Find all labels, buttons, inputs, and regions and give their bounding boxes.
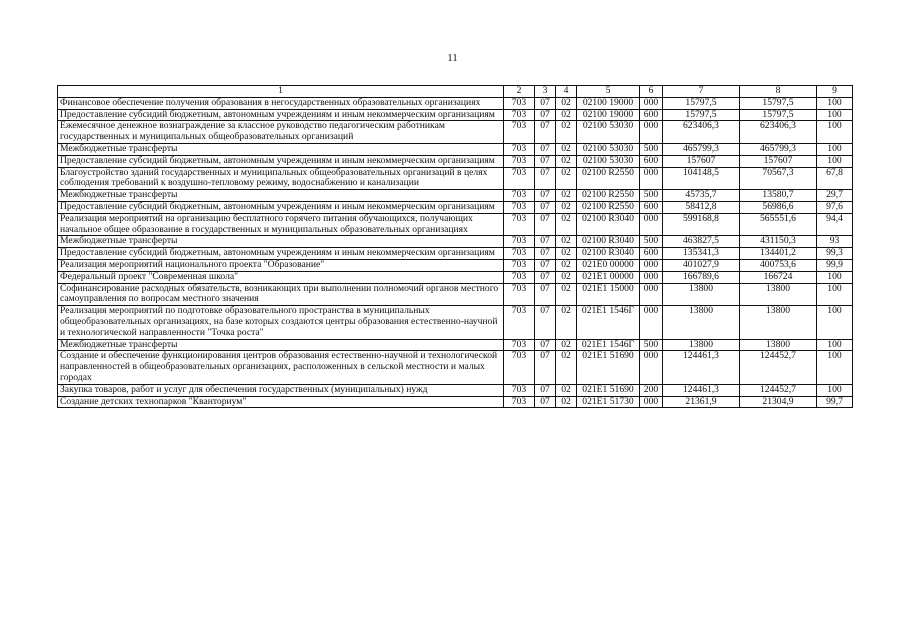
subsection-cell: 02	[556, 259, 577, 271]
plan-cell: 401027,9	[663, 259, 740, 271]
expense-type-cell: 000	[640, 271, 663, 283]
table-row	[58, 306, 853, 339]
subsection-cell: 02	[556, 201, 577, 213]
row-name-cell: Предоставление субсидий бюджетным, автономным учреждениям и иным некоммерческим организациям	[58, 201, 504, 213]
expense-type-cell: 000	[640, 396, 663, 408]
expense-type-cell: 600	[640, 201, 663, 213]
target-article-cell: 02100 19000	[577, 109, 640, 121]
header-cell: 2	[504, 86, 535, 98]
target-article-cell: 02100 R2550	[577, 190, 640, 202]
actual-cell: 157607	[740, 155, 817, 167]
expense-type-cell: 600	[640, 248, 663, 260]
table-row	[58, 121, 853, 144]
table-row	[58, 201, 853, 213]
table-row	[58, 384, 853, 396]
expense-type-cell: 000	[640, 283, 663, 306]
section-cell: 07	[535, 271, 556, 283]
expense-type-cell: 000	[640, 167, 663, 190]
gr-code-cell: 703	[504, 259, 535, 271]
gr-code-cell: 703	[504, 121, 535, 144]
target-article-cell: 021E1 51730	[577, 396, 640, 408]
header-cell: 9	[817, 86, 853, 98]
section-cell: 07	[535, 306, 556, 339]
plan-cell: 15797,5	[663, 97, 740, 109]
plan-cell: 135341,3	[663, 248, 740, 260]
row-name-cell: Межбюджетные трансферты	[58, 143, 504, 155]
percent-cell: 100	[817, 339, 853, 351]
expense-type-cell: 500	[640, 190, 663, 202]
percent-cell: 99,7	[817, 396, 853, 408]
gr-code-cell: 703	[504, 236, 535, 248]
target-article-cell: 021E1 1546Г	[577, 306, 640, 339]
table-row	[58, 167, 853, 190]
row-name-cell: Создание детских технопарков "Кванториум"	[58, 396, 504, 408]
target-article-cell: 02100 R3040	[577, 236, 640, 248]
subsection-cell: 02	[556, 143, 577, 155]
table-row	[58, 259, 853, 271]
actual-cell: 623406,3	[740, 121, 817, 144]
actual-cell: 21304,9	[740, 396, 817, 408]
percent-cell: 100	[817, 271, 853, 283]
plan-cell: 13800	[663, 339, 740, 351]
actual-cell: 431150,3	[740, 236, 817, 248]
subsection-cell: 02	[556, 283, 577, 306]
row-name-cell: Предоставление субсидий бюджетным, автономным учреждениям и иным некоммерческим организациям	[58, 109, 504, 121]
header-cell: 4	[556, 86, 577, 98]
expense-type-cell: 500	[640, 236, 663, 248]
actual-cell: 15797,5	[740, 97, 817, 109]
section-cell: 07	[535, 121, 556, 144]
table-row	[58, 339, 853, 351]
row-name-cell: Межбюджетные трансферты	[58, 339, 504, 351]
target-article-cell: 021E1 51690	[577, 384, 640, 396]
plan-cell: 104148,5	[663, 167, 740, 190]
percent-cell: 100	[817, 306, 853, 339]
gr-code-cell: 703	[504, 143, 535, 155]
actual-cell: 400753,6	[740, 259, 817, 271]
header-cell: 1	[58, 86, 504, 98]
table-row	[58, 396, 853, 408]
table-row	[58, 283, 853, 306]
percent-cell: 93	[817, 236, 853, 248]
percent-cell: 100	[817, 143, 853, 155]
percent-cell: 100	[817, 384, 853, 396]
expense-type-cell: 000	[640, 306, 663, 339]
expense-type-cell: 600	[640, 155, 663, 167]
actual-cell: 166724	[740, 271, 817, 283]
section-cell: 07	[535, 190, 556, 202]
row-name-cell: Предоставление субсидий бюджетным, автономным учреждениям и иным некоммерческим организациям	[58, 155, 504, 167]
section-cell: 07	[535, 109, 556, 121]
header-cell: 3	[535, 86, 556, 98]
subsection-cell: 02	[556, 236, 577, 248]
expense-type-cell: 500	[640, 143, 663, 155]
row-name-cell: Благоустройство зданий государственных и муниципальных общеобразовательных организаций в целях соблюдения требований к воздушно-тепловому режиму, водоснабжению и канализации	[58, 167, 504, 190]
percent-cell: 29,7	[817, 190, 853, 202]
percent-cell: 99,3	[817, 248, 853, 260]
subsection-cell: 02	[556, 190, 577, 202]
expense-type-cell: 000	[640, 351, 663, 384]
actual-cell: 134401,2	[740, 248, 817, 260]
expense-type-cell: 200	[640, 384, 663, 396]
target-article-cell: 021E1 00000	[577, 271, 640, 283]
target-article-cell: 02100 53030	[577, 121, 640, 144]
row-name-cell: Предоставление субсидий бюджетным, автономным учреждениям и иным некоммерческим организациям	[58, 248, 504, 260]
section-cell: 07	[535, 384, 556, 396]
page-number: 11	[447, 52, 458, 64]
section-cell: 07	[535, 339, 556, 351]
row-name-cell: Межбюджетные трансферты	[58, 190, 504, 202]
section-cell: 07	[535, 143, 556, 155]
plan-cell: 58412,8	[663, 201, 740, 213]
subsection-cell: 02	[556, 384, 577, 396]
gr-code-cell: 703	[504, 396, 535, 408]
subsection-cell: 02	[556, 351, 577, 384]
section-cell: 07	[535, 213, 556, 236]
section-cell: 07	[535, 201, 556, 213]
subsection-cell: 02	[556, 339, 577, 351]
target-article-cell: 02100 R2550	[577, 201, 640, 213]
table-row	[58, 248, 853, 260]
row-name-cell: Ежемесячное денежное вознаграждение за классное руководство педагогическим работникам государственных и муниципальных общеобразовательных организаций	[58, 121, 504, 144]
subsection-cell: 02	[556, 248, 577, 260]
actual-cell: 13800	[740, 306, 817, 339]
actual-cell: 13800	[740, 339, 817, 351]
budget-table	[57, 85, 853, 408]
subsection-cell: 02	[556, 271, 577, 283]
row-name-cell: Создание и обеспечение функционирования центров образования естественно-научной и технологической направленностей в общеобразовательных организациях, расположенных в сельской местности и малых городах	[58, 351, 504, 384]
gr-code-cell: 703	[504, 306, 535, 339]
percent-cell: 67,8	[817, 167, 853, 190]
plan-cell: 166789,6	[663, 271, 740, 283]
table-row	[58, 236, 853, 248]
actual-cell: 13800	[740, 283, 817, 306]
expense-type-cell: 000	[640, 213, 663, 236]
row-name-cell: Софинансирование расходных обязательств, возникающих при выполнении полномочий органов местного самоуправления по вопросам местного значения	[58, 283, 504, 306]
target-article-cell: 021E1 1546Г	[577, 339, 640, 351]
percent-cell: 100	[817, 109, 853, 121]
target-article-cell: 021E1 15000	[577, 283, 640, 306]
actual-cell: 56986,6	[740, 201, 817, 213]
table-row	[58, 97, 853, 109]
target-article-cell: 02100 R3040	[577, 213, 640, 236]
header-cell: 8	[740, 86, 817, 98]
actual-cell: 565551,6	[740, 213, 817, 236]
gr-code-cell: 703	[504, 248, 535, 260]
subsection-cell: 02	[556, 167, 577, 190]
actual-cell: 13580,7	[740, 190, 817, 202]
percent-cell: 99,9	[817, 259, 853, 271]
row-name-cell: Закупка товаров, работ и услуг для обеспечения государственных (муниципальных) нужд	[58, 384, 504, 396]
table-row	[58, 271, 853, 283]
header-cell: 6	[640, 86, 663, 98]
section-cell: 07	[535, 351, 556, 384]
gr-code-cell: 703	[504, 351, 535, 384]
gr-code-cell: 703	[504, 339, 535, 351]
subsection-cell: 02	[556, 97, 577, 109]
actual-cell: 124452,7	[740, 351, 817, 384]
table-row	[58, 351, 853, 384]
section-cell: 07	[535, 396, 556, 408]
actual-cell: 15797,5	[740, 109, 817, 121]
gr-code-cell: 703	[504, 213, 535, 236]
header-cell: 7	[663, 86, 740, 98]
section-cell: 07	[535, 236, 556, 248]
subsection-cell: 02	[556, 155, 577, 167]
header-row	[58, 86, 853, 98]
table-body	[58, 97, 853, 408]
percent-cell: 100	[817, 351, 853, 384]
actual-cell: 465799,3	[740, 143, 817, 155]
subsection-cell: 02	[556, 306, 577, 339]
target-article-cell: 02100 R2550	[577, 167, 640, 190]
plan-cell: 21361,9	[663, 396, 740, 408]
plan-cell: 13800	[663, 283, 740, 306]
gr-code-cell: 703	[504, 384, 535, 396]
row-name-cell: Межбюджетные трансферты	[58, 236, 504, 248]
gr-code-cell: 703	[504, 97, 535, 109]
table-row	[58, 143, 853, 155]
subsection-cell: 02	[556, 213, 577, 236]
section-cell: 07	[535, 248, 556, 260]
table-row	[58, 190, 853, 202]
actual-cell: 124452,7	[740, 384, 817, 396]
actual-cell: 70567,3	[740, 167, 817, 190]
expense-type-cell: 600	[640, 109, 663, 121]
expense-type-cell: 000	[640, 121, 663, 144]
plan-cell: 15797,5	[663, 109, 740, 121]
percent-cell: 94,4	[817, 213, 853, 236]
gr-code-cell: 703	[504, 167, 535, 190]
section-cell: 07	[535, 97, 556, 109]
row-name-cell: Финансовое обеспечение получения образования в негосударственных образовательных организациях	[58, 97, 504, 109]
plan-cell: 157607	[663, 155, 740, 167]
target-article-cell: 02100 19000	[577, 97, 640, 109]
subsection-cell: 02	[556, 396, 577, 408]
plan-cell: 45735,7	[663, 190, 740, 202]
gr-code-cell: 703	[504, 109, 535, 121]
target-article-cell: 02100 53030	[577, 143, 640, 155]
row-name-cell: Федеральный проект "Современная школа"	[58, 271, 504, 283]
plan-cell: 124461,3	[663, 384, 740, 396]
percent-cell: 100	[817, 97, 853, 109]
row-name-cell: Реализация мероприятий национального проекта "Образование"	[58, 259, 504, 271]
expense-type-cell: 000	[640, 259, 663, 271]
percent-cell: 100	[817, 283, 853, 306]
table-row	[58, 109, 853, 121]
row-name-cell: Реализация мероприятий по подготовке образовательного пространства в муниципальных общеобразовательных организациях, на базе которых создаются центры образования естественно-научной и технологической направленности "Точка роста"	[58, 306, 504, 339]
plan-cell: 463827,5	[663, 236, 740, 248]
plan-cell: 623406,3	[663, 121, 740, 144]
gr-code-cell: 703	[504, 283, 535, 306]
table-row	[58, 155, 853, 167]
percent-cell: 100	[817, 121, 853, 144]
target-article-cell: 021E0 00000	[577, 259, 640, 271]
gr-code-cell: 703	[504, 155, 535, 167]
gr-code-cell: 703	[504, 201, 535, 213]
subsection-cell: 02	[556, 121, 577, 144]
expense-type-cell: 000	[640, 97, 663, 109]
gr-code-cell: 703	[504, 271, 535, 283]
target-article-cell: 021E1 51690	[577, 351, 640, 384]
table-row	[58, 213, 853, 236]
expense-type-cell: 500	[640, 339, 663, 351]
row-name-cell: Реализация мероприятий на организацию бесплатного горячего питания обучающихся, получающих начальное общее образование в государственных и муниципальных образовательных организациях	[58, 213, 504, 236]
section-cell: 07	[535, 283, 556, 306]
section-cell: 07	[535, 259, 556, 271]
percent-cell: 97,6	[817, 201, 853, 213]
subsection-cell: 02	[556, 109, 577, 121]
plan-cell: 599168,8	[663, 213, 740, 236]
plan-cell: 13800	[663, 306, 740, 339]
plan-cell: 124461,3	[663, 351, 740, 384]
percent-cell: 100	[817, 155, 853, 167]
section-cell: 07	[535, 167, 556, 190]
target-article-cell: 02100 53030	[577, 155, 640, 167]
gr-code-cell: 703	[504, 190, 535, 202]
plan-cell: 465799,3	[663, 143, 740, 155]
target-article-cell: 02100 R3040	[577, 248, 640, 260]
header-cell: 5	[577, 86, 640, 98]
section-cell: 07	[535, 155, 556, 167]
